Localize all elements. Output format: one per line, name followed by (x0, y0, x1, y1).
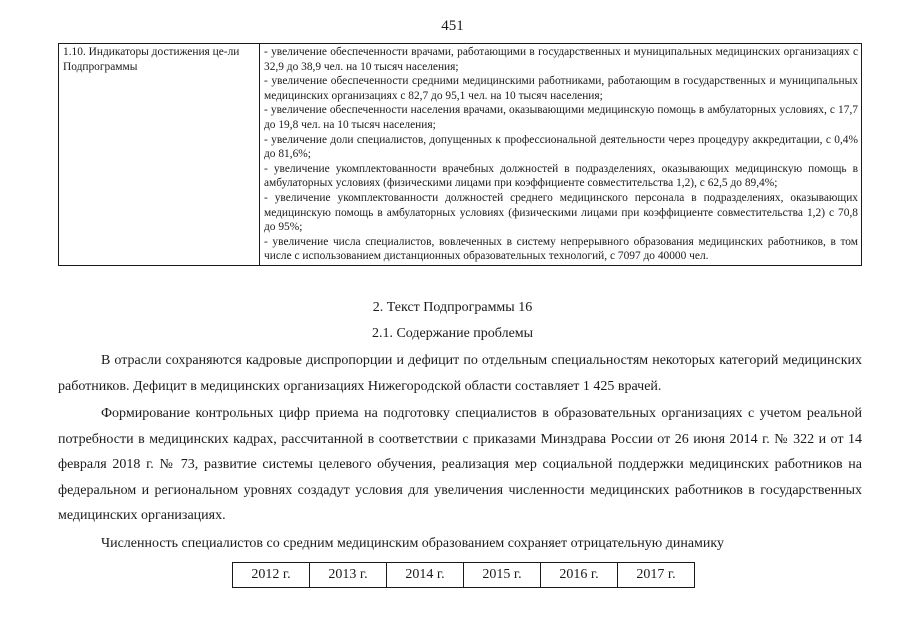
paragraph: Численность специалистов со средним медицинским образованием сохраняет отрицательную динамику (101, 536, 724, 551)
indicators-items (260, 44, 862, 266)
paragraph: Формирование контрольных цифр приема на подготовку специалистов в образовательных организациях с учетом реальной потребности в медицинских кадрах, рассчитанной в соответствии с приказами Минздрава России от 26 июня 2014 г. № 322 и от 14 февраля 2018 г. № 73, развитие системы целевого обучения, реализация мер социальной поддержки медицинских работников на федеральном и региональном уровнях создадут условия для увеличения численности медицинских работников в государственных медицинских организациях. (58, 406, 862, 523)
indicator-item: - увеличение обеспеченности средними медицинскими работниками, работающим в государственных и муниципальных медицинских организациях с 82,7 до 95,1 чел. на 10 тысяч населения; (264, 75, 858, 102)
indicator-item: - увеличение доли специалистов, допущенных к профессиональной деятельности через процедуру аккредитации, с 0,4% до 81,6%; (264, 133, 858, 161)
year-cell: 2012 г. (233, 563, 310, 588)
years-header-row (233, 563, 695, 588)
indicators-table (58, 43, 862, 266)
indicator-item: - увеличение обеспеченности врачами, работающими в государственных и муниципальных медицинских организациях с 32,9 до 38,9 чел. на 10 тысяч населения; (264, 46, 858, 73)
year-cell: 2013 г. (310, 563, 387, 588)
indicator-item: - увеличение обеспеченности населения врачами, оказывающими медицинскую помощь в амбулаторных условиях, с 17,7 до 19,8 чел. на 10 тысяч населения; (264, 104, 858, 131)
paragraph: В отрасли сохраняются кадровые диспропорции и дефицит по отдельным специальностям некоторых категорий медицинских работников. Дефицит в медицинских организациях Нижегородской области составляет 1 425 врачей. (58, 353, 862, 394)
subsection-heading: 2.1. Содержание проблемы (371, 326, 534, 341)
page-number: 451 (441, 18, 464, 34)
indicators-label: 1.10. Индикаторы достижения це-ли Подпрограммы (59, 44, 260, 266)
indicator-item: - увеличение укомплектованности врачебных должностей в подразделениях, оказывающих медицинскую помощь в амбулаторных условиях (физическими лицами при коэффициенте совместительства 1,2), с 62,5 до 89,4%; (264, 162, 858, 190)
year-cell: 2015 г. (464, 563, 541, 588)
indicator-item: - увеличение укомплектованности должностей среднего медицинского персонала в подразделениях, оказывающих медицинскую помощь в амбулаторных условиях (физическими лицами при коэффициенте совместительства 1,2) с 70,8 до 95%; (264, 191, 858, 234)
section-heading: 2. Текст Подпрограммы 16 (372, 300, 533, 315)
year-cell: 2014 г. (387, 563, 464, 588)
indicators-row (59, 44, 862, 266)
year-cell: 2016 г. (541, 563, 618, 588)
years-table (232, 562, 695, 588)
year-cell: 2017 г. (618, 563, 695, 588)
indicator-item: - увеличение числа специалистов, вовлеченных в систему непрерывного образования медицинских работников, в том числе с использованием дистанционных образовательных технологий, с 7097 до 40000 чел. (264, 235, 858, 263)
